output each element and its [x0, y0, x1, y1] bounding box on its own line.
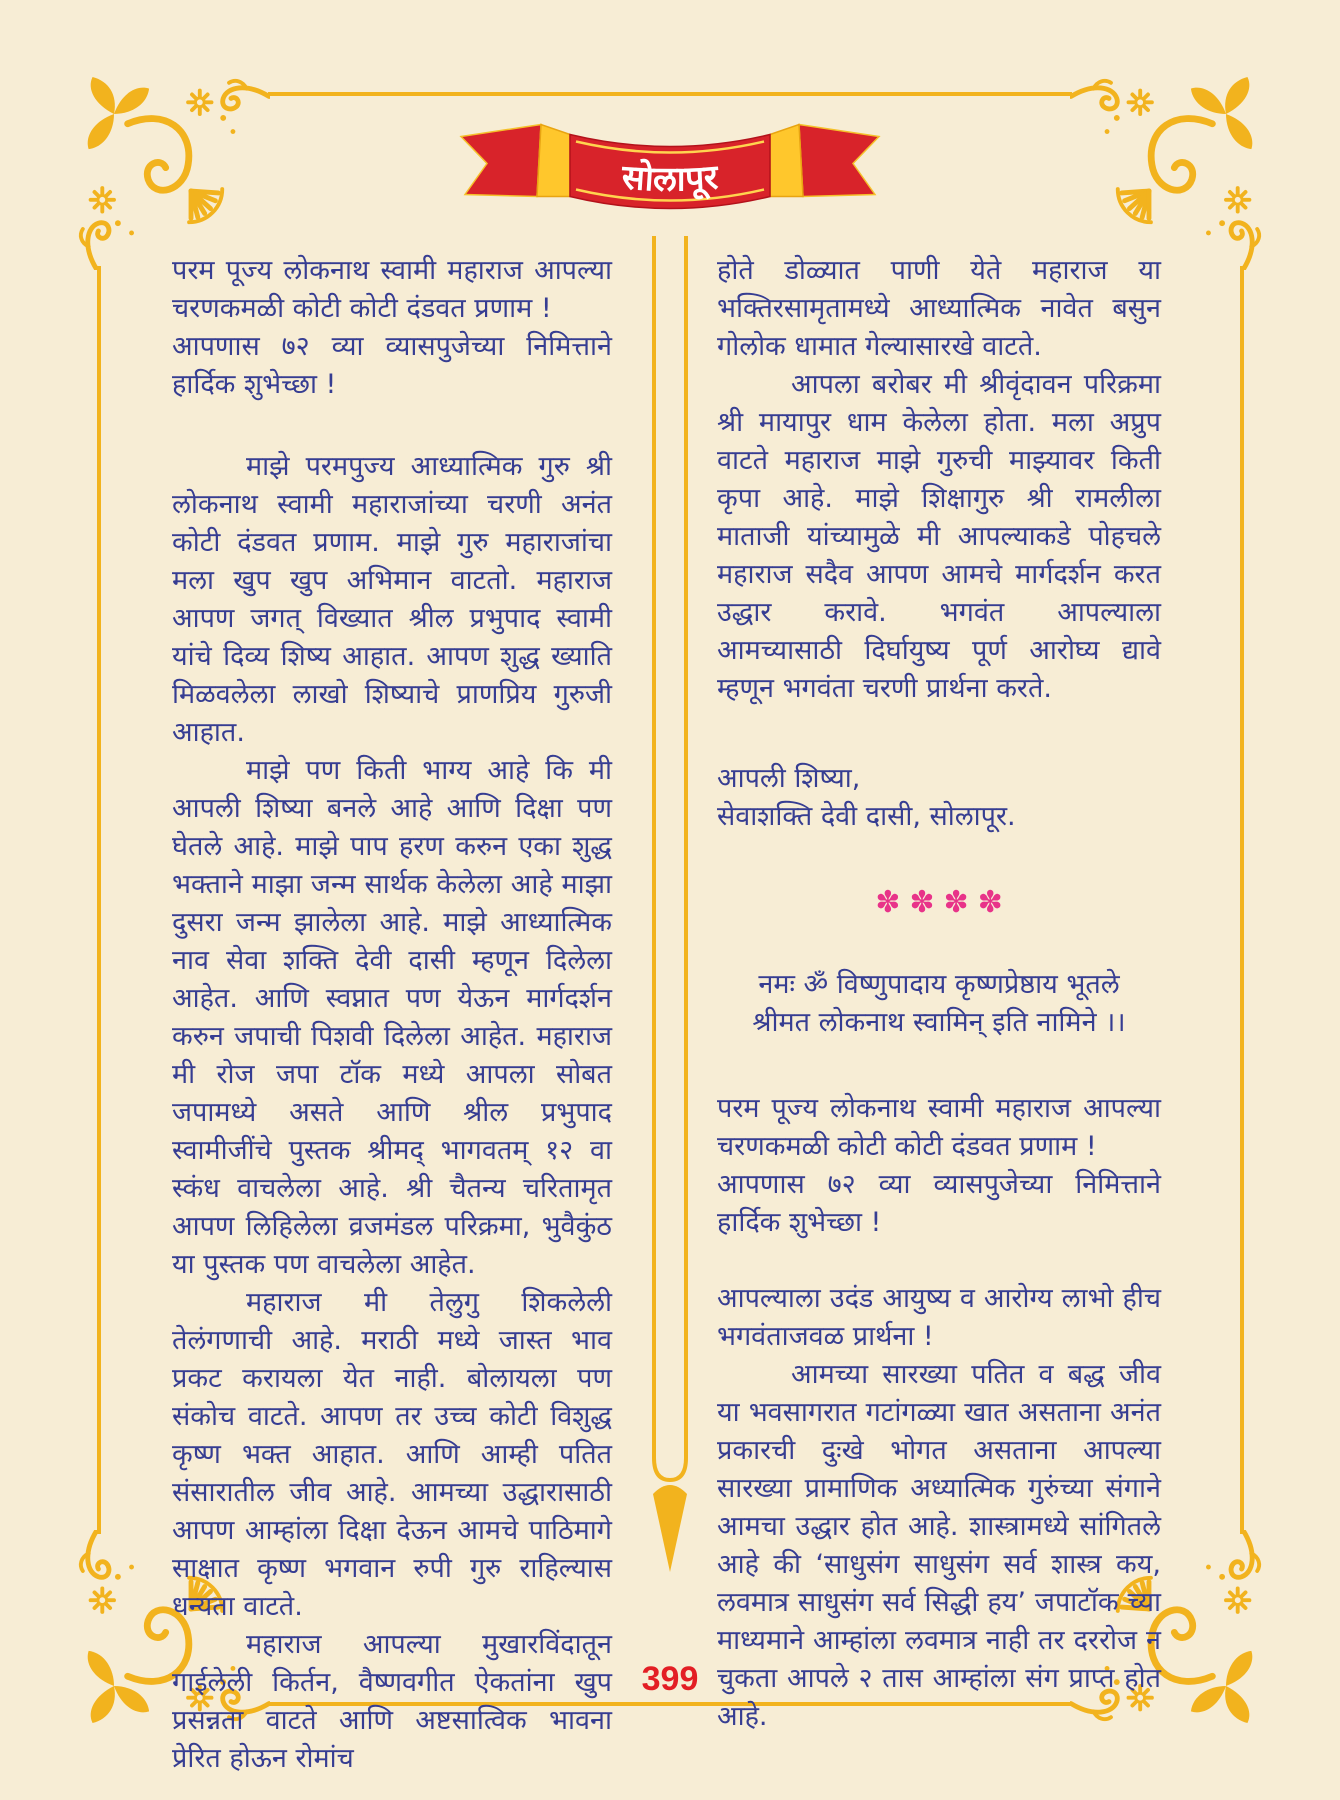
- left-column: [172, 252, 612, 1778]
- corner-ornament-top-right: [1070, 75, 1265, 270]
- frame-line-top: [268, 92, 1072, 96]
- paragraph-parikrama: आपला बरोबर मी श्रीवृंदावन परिक्रमा श्री मायापुर धाम केलेला होता. मला अप्रुप वाटते महाराज माझे गुरुची माझ्यावर किती कृपा आहे. माझे शिक्षागुरु श्री रामलीला माताजी यांच्यामुळे मी आपल्याकडे पोहचले महाराज सदैव आपण आमचे मार्गदर्शन करत उद्धार करावे. भगवंत आपल्याला आमच्यासाठी दिर्घायुष्य पूर्ण आरोघ्य द्यावे म्हणून भगवंता चरणी प्रार्थना करते.: [717, 369, 1161, 704]
- column-divider: [650, 236, 690, 1581]
- paragraph-bhavsagar: आमच्या सारख्या पतित व बद्ध जीव या भवसागरात गटांगळ्या खात असताना अनंत प्रकारची दुःखे भोगत असताना आपल्या सारख्या प्रामाणिक अध्यात्मिक गुरुंच्या संगाने आमचा उद्धार होत आहे. शास्त्रामध्ये सांगितले आहे की ‘साधुसंग साधुसंग सर्व शास्त्र कय, लवमात्र साधुसंग सर्व सिद्धी हय’ जपाटॉक च्या माध्यमाने आम्हांला लवमात्र नाही तर दररोज न चुकता आपले २ तास आम्हांला संग प्राप्त होत आहे.: [717, 1359, 1161, 1732]
- shloka-line-2: श्रीमत लोकनाथ स्वामिन् इति नामिने ।।: [752, 1007, 1126, 1038]
- flower-separator: ✽✽✽✽: [875, 885, 1012, 920]
- frame-line-left: [97, 266, 101, 1534]
- paragraph-kirtan: महाराज आपल्या मुखारविंदातून गाईलेली किर्तन, वैष्णवगीत ऐकतांना खुप प्रसन्नता वाटते आणि अष्टसात्विक भावना प्रेरित होऊन रोमांच: [172, 1629, 612, 1774]
- paragraph-bhagya: माझे पण किती भाग्य आहे कि मी आपली शिष्या बनले आहे आणि दिक्षा पण घेतले आहे. माझे पाप हरण करुन एका शुद्ध भक्ताने माझा जन्म सार्थक केलेला आहे माझा दुसरा जन्म झालेला आहे. माझे आध्यात्मिक नाव सेवा शक्ति देवी दासी म्हणून दिलेला आहेत. आणि स्वप्नात पण येऊन मार्गदर्शन करुन जपाची पिशवी दिलेला आहेत. महाराज मी रोज जपा टॉक मध्ये आपला सोबत जपामध्ये असते आणि श्रील प्रभुपाद स्वामीजींचे पुस्तक श्रीमद् भागवतम् १२ वा स्कंध वाचलेला आहे. श्री चैतन्य चरितामृत आपण लिहिलेला व्रजमंडल परिक्रमा, भुवैकुंठ या पुस्तक पण वाचलेला आहेत.: [172, 755, 612, 1280]
- banner-title: सोलापूर: [620, 157, 720, 200]
- right-column: [717, 252, 1161, 1736]
- paragraph-salutation-right-1: परम पूज्य लोकनाथ स्वामी महाराज आपल्या चरणकमळी कोटी कोटी दंडवत प्रणाम !: [717, 1093, 1161, 1162]
- signature-line-1: आपली शिष्या,: [717, 763, 861, 794]
- page-number: 399: [641, 1660, 699, 1698]
- paragraph-guru: माझे परमपुज्य आध्यात्मिक गुरु श्री लोकनाथ स्वामी महाराजांच्या चरणी अनंत कोटी दंडवत प्रणाम. माझे गुरु महाराजांचा मला खुप खुप अभिमान वाटतो. महाराज आपण जगत् विख्यात श्रील प्रभुपाद स्वामी यांचे दिव्य शिष्य आहात. आपण शुद्ध ख्याति मिळवलेला लाखो शिष्याचे प्राणप्रिय गुरुजी आहात.: [172, 451, 612, 748]
- paragraph-salutation-2: आपणास ७२ व्या व्यासपुजेच्या निमित्ताने हार्दिक शुभेच्छा !: [172, 331, 612, 400]
- divider-spear-icon: [653, 1485, 687, 1572]
- ribbon-tail-left: [461, 125, 570, 197]
- signature-line-2: सेवाशक्ति देवी दासी, सोलापूर.: [717, 801, 1016, 832]
- paragraph-salutation-1: परम पूज्य लोकनाथ स्वामी महाराज आपल्या चरणकमळी कोटी कोटी दंडवत प्रणाम !: [172, 255, 612, 324]
- corner-ornament-top-left: [75, 75, 270, 270]
- shloka-line-1: नमः ॐ विष्णुपादाय कृष्णप्रेष्ठाय भूतले: [758, 969, 1120, 1000]
- ribbon-tail-right: [770, 125, 879, 197]
- paragraph-prarthana: आपल्याला उदंड आयुष्य व आरोग्य लाभो हीच भगवंताजवळ प्रार्थना !: [717, 1283, 1161, 1352]
- frame-line-right: [1240, 266, 1244, 1534]
- paragraph-telugu: महाराज मी तेलुगु शिकलेली तेलंगणाची आहे. मराठी मध्ये जास्त भाव प्रकट करायला येत नाही. बोलायला पण संकोच वाटते. आपण तर उच्च कोटी विशुद्ध कृष्ण भक्त आहात. आणि आम्ही पतित संसारातील जीव आहे. आमच्या उद्धारासाठी आपण आम्हांला दिक्षा देऊन आमचे पाठिमागे साक्षात कृष्ण भगवान रुपी गुरु राहिल्यास धन्यता वाटते.: [172, 1287, 612, 1622]
- paragraph-continuation: होते डोळ्यात पाणी येते महाराज या भक्तिरसामृतामध्ये आध्यात्मिक नावेत बसुन गोलोक धामात गेल्यासारखे वाटते.: [717, 255, 1161, 362]
- svg-text:सोलापूर: [620, 156, 721, 201]
- paragraph-salutation-right-2: आपणास ७२ व्या व्यासपुजेच्या निमित्ताने हार्दिक शुभेच्छा !: [717, 1169, 1161, 1238]
- divider-rails: [654, 236, 686, 1480]
- ribbon-banner: [455, 106, 885, 216]
